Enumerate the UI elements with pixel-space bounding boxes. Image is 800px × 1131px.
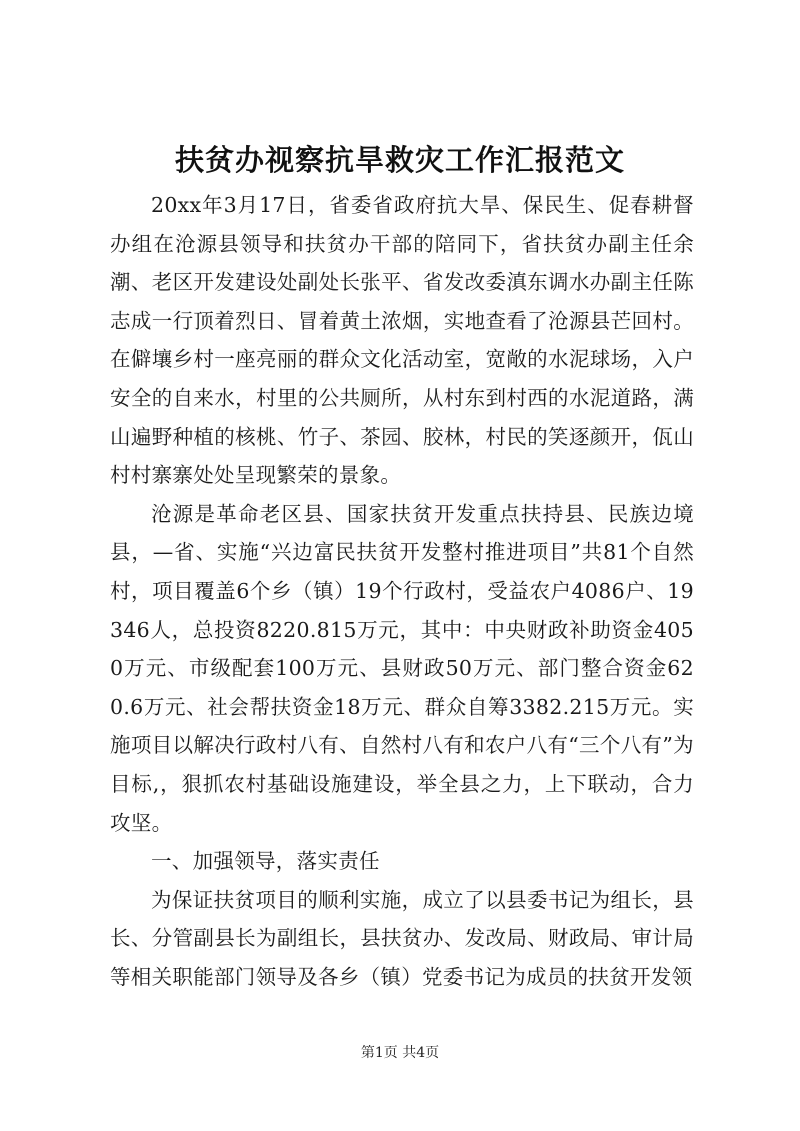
paragraph-visit-summary: 20xx年3月17日，省委省政府抗大旱、保民生、促春耕督办组在沧源县领导和扶贫办干部的陪同下，省扶贫办副主任余潮、老区开发建设处副处长张平、省发改委滇东调水办副主任陈志成一行顶着烈日、冒着黄土浓烟，实地查看了沧源县芒回村。在僻壤乡村一座亮丽的群众文化活动室，宽敞的水泥球场，入户安全的自来水，村里的公共厕所，从村东到村西的水泥道路，满山遍野种植的核桃、竹子、茶园、胶林，村民的笑逐颜开，佤山村村寨寨处处呈现繁荣的景象。: [110, 193, 694, 488]
document-body: [110, 186, 694, 996]
section-heading-leadership: 一、加强领导，落实责任: [151, 849, 380, 874]
document-title: 扶贫办视察抗旱救灾工作汇报范文: [174, 143, 625, 177]
paragraph-project-overview: 沧源是革命老区县、国家扶贫开发重点扶持县、民族边境县，—省、实施“兴边富民扶贫开发整村推进项目”共81个自然村，项目覆盖6个乡（镇）19个行政村，受益农户4086户、19346人，总投资8220.815万元，其中：中央财政补助资金4050万元、市级配套100万元、县财政50万元、部门整合资金620.6万元、社会帮扶资金18万元、群众自筹3382.215万元。实施项目以解决行政村八有、自然村八有和农户八有“三个八有”为目标,，狠抓农村基础设施建设，举全县之力，上下联动，合力攻坚。: [110, 501, 694, 835]
page-number-footer: 第1页 共4页: [360, 1045, 440, 1061]
paragraph-leadership: 为保证扶贫项目的顺利实施，成立了以县委书记为组长，县长、分管副县长为副组长，县扶贫办、发改局、财政局、审计局等相关职能部门领导及各乡（镇）党委书记为成员的扶贫开发领: [110, 887, 694, 989]
